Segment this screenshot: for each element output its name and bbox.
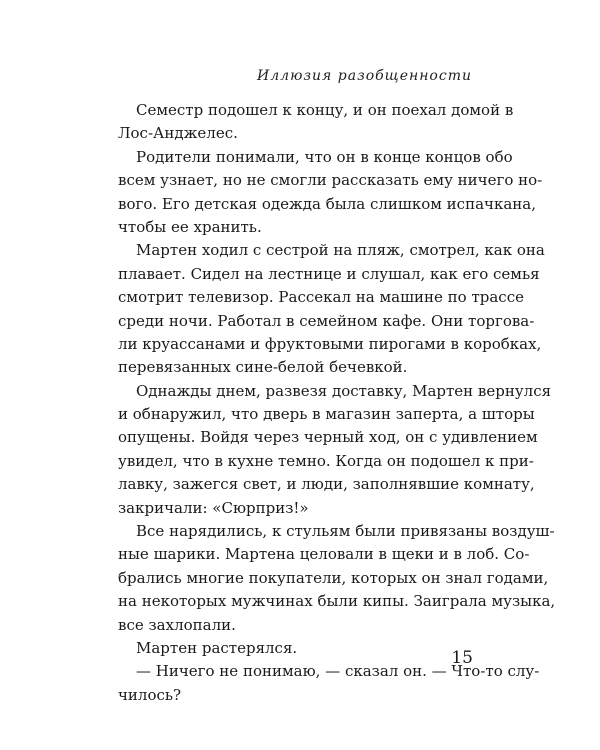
text-line: все захлопали.	[118, 615, 236, 634]
text-line: ные шарики. Мартена целовали в щеки и в лоб. Со-	[118, 545, 530, 564]
text-line: чилось?	[118, 685, 182, 704]
text-line: чтобы ее хранить.	[118, 217, 262, 236]
text-line: на некоторых мужчинах были кипы. Заиграла музыка,	[118, 592, 556, 611]
text-line: смотрит телевизор. Рассекал на машине по трассе	[118, 288, 524, 307]
text-line: Все нарядились, к стульям были привязаны воздуш-	[136, 522, 555, 541]
text-line: плавает. Сидел на лестнице и слушал, как его семья	[118, 264, 540, 283]
text-line: закричали: «Сюрприз!»	[118, 498, 309, 517]
text-line: всем узнает, но не смогли рассказать ему ничего но-	[118, 171, 543, 190]
text-line: Однажды днем, развезя доставку, Мартен вернулся	[136, 381, 552, 400]
text-line: Мартен ходил с сестрой на пляж, смотрел, как она	[136, 241, 545, 260]
text-line: вого. Его детская одежда была слишком испачкана,	[118, 194, 536, 213]
text-line: Семестр подошел к концу, и он поехал домой в	[136, 101, 514, 119]
page-number: 15	[451, 648, 473, 668]
text-line: Лос-Анджелес.	[118, 124, 238, 143]
text-line: лавку, зажегся свет, и люди, заполнявшие комнату,	[118, 475, 535, 494]
text-line: опущены. Войдя через черный ход, он с удивлением	[118, 428, 538, 447]
text-line: увидел, что в кухне темно. Когда он подошел к при-	[118, 451, 534, 470]
text-line: Мартен растерялся.	[136, 638, 298, 657]
text-line: брались многие покупатели, которых он знал годами,	[118, 568, 549, 587]
text-line: среди ночи. Работал в семейном кафе. Они торгова-	[118, 311, 535, 330]
text-line: Родители понимали, что он в конце концов обо	[136, 147, 513, 166]
text-line: перевязанных сине-белой бечевкой.	[118, 358, 408, 377]
text-line: — Ничего не понимаю, — сказал он. — Что-то слу-	[136, 662, 540, 681]
text-line: ли круассанами и фруктовыми пирогами в коробках,	[118, 334, 542, 353]
running-header: Иллюзия разобщенности	[257, 68, 472, 84]
text-line: и обнаружил, что дверь в магазин заперта, а шторы	[118, 405, 535, 424]
body-text	[118, 99, 556, 707]
